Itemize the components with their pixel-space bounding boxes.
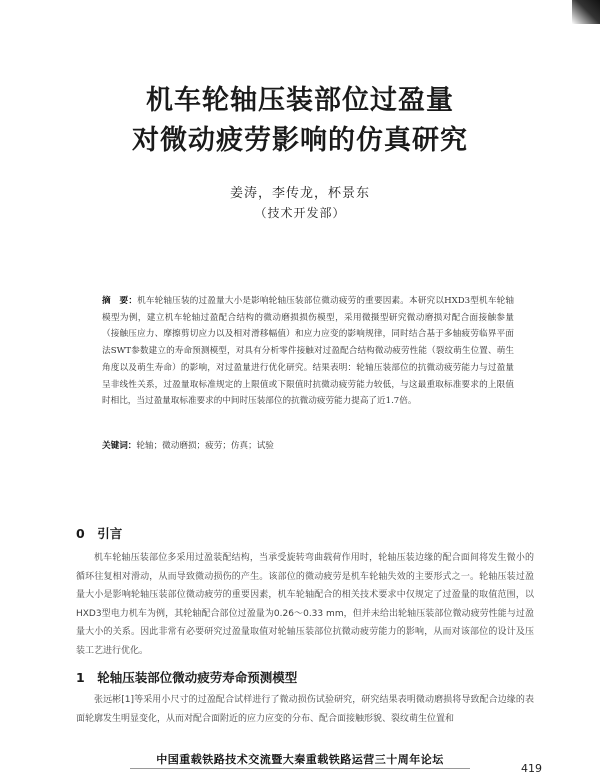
footer-rule bbox=[130, 768, 470, 769]
affiliation: （技术开发部） bbox=[254, 206, 346, 220]
abstract bbox=[102, 293, 514, 410]
paper-title-line2: 对微动疲劳影响的仿真研究 bbox=[132, 125, 468, 156]
footer-conference-title: 中国重载铁路技术交流暨大秦重载铁路运营三十周年论坛 bbox=[156, 753, 444, 766]
paper-title-line1: 机车轮轴压装部位过盈量 bbox=[146, 85, 454, 116]
abstract-label: 摘 要： bbox=[102, 296, 138, 306]
scan-corner-shadow bbox=[572, 0, 600, 24]
section-heading-introduction: 0 引言 bbox=[76, 526, 123, 541]
authors: 姜涛，李传龙，杯景东 bbox=[229, 186, 370, 201]
section-introduction-paragraph: 机车轮轴压装部位多采用过盈装配结构，当承受旋转弯曲载荷作用时，轮轴压装边缘的配合面间将发生微小的循环往复相对滑动，从而导致微动损伤的产生。该部位的微动疲劳是机车轮轴失效的主要形式之一。轮轴压装过盈量大小是影响轮轴压装部位微动疲劳的重要因素，机车轮轴配合的相关技术要求中仅规定了过盈量的取值范围，以HXD3型电力机车为例，其轮轴配合部位过盈量为0.26～0.33 mm，但并未给出轮轴压装部位微动疲劳性能与过盈量大小的关系。因此非常有必要研究过盈量取值对轮轴压装部位抗微动疲劳能力的影响，从而对该部位的设计及压装工艺进行优化。 bbox=[76, 553, 534, 656]
abstract-text: 机车轮轴压装的过盈量大小是影响轮轴压装部位微动疲劳的重要因素。本研究以HXD3型机车轮轴模型为例，建立机车轮轴过盈配合结构的微动磨损损伤模型，采用微摄型研究微动磨损对配合面接触参量（接触压应力、摩擦剪切应力以及相对滑移幅值）和应力应变的影响规律，同时结合基于多轴疲劳临界平面法SWT参数建立的寿命预测模型，对具有分析零件接触对过盈配合结构微动疲劳性能（裂纹萌生位置、萌生角度以及萌生寿命）的影响，对过盈量进行优化研究。结果表明：轮轴压装部位的抗微动疲劳能力与过盈量呈非线性关系，过盈量取标准规定的上限值或下限值时抗微动疲劳能力较低，与这最重取标准要求的上限值时相比，当过盈量取标准要求的中间时压装部位的抗微动疲劳能力提高了近1.7倍。 bbox=[102, 296, 514, 407]
keywords-label: 关键词： bbox=[102, 441, 137, 451]
section-heading-model: 1 轮轴压装部位微动疲劳寿命预测模型 bbox=[76, 670, 298, 685]
page-number: 419 bbox=[521, 762, 542, 775]
keywords bbox=[102, 439, 514, 451]
keywords-text: 轮轴；微动磨损；疲劳；仿真；试验 bbox=[136, 441, 274, 451]
section-model-paragraph: 张远彬[1]等采用小尺寸的过盈配合试样进行了微动损伤试验研究，研究结果表明微动磨损将导致配合边缘的表面轮廓发生明显变化，从而对配合面附近的应力应变的分布、配合面接触形貌、裂纹萌生位置和 bbox=[76, 695, 534, 724]
